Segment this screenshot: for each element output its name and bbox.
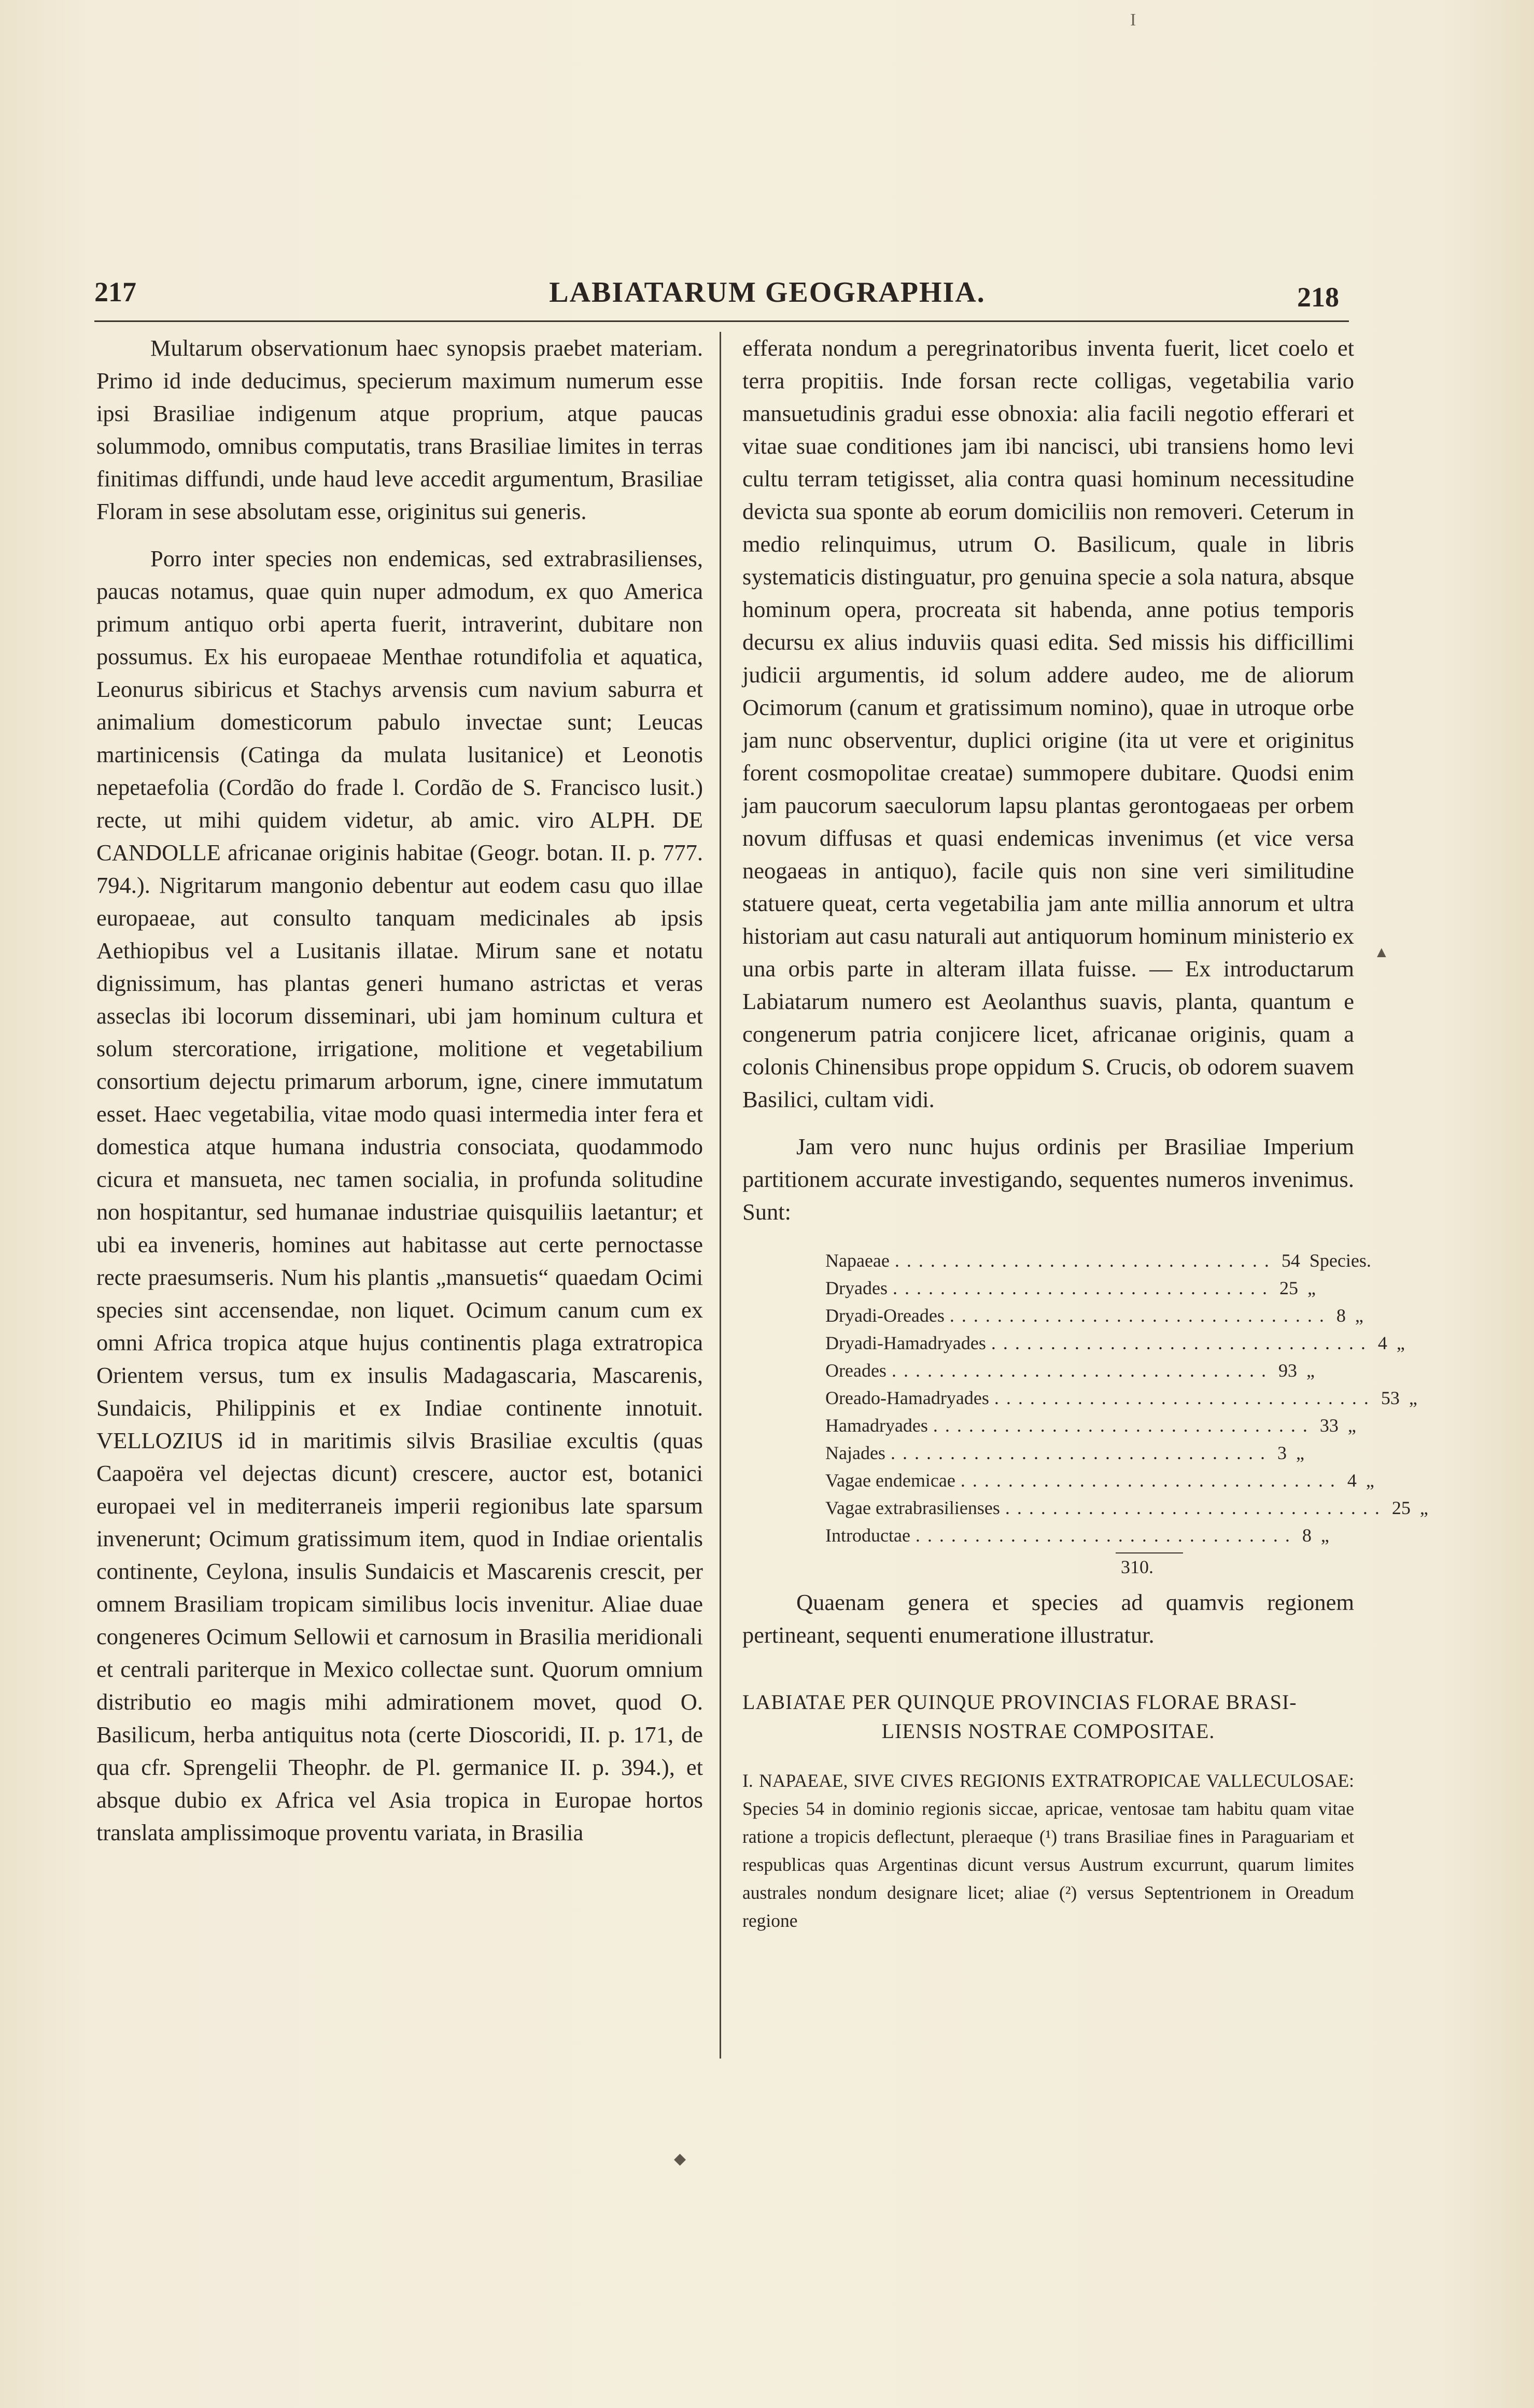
margin-mark: ▲ — [1374, 944, 1389, 961]
section-heading-line-2: LIENSIS NOSTRAE COMPOSITAE. — [881, 1719, 1215, 1743]
stat-unit: „ — [1419, 1497, 1428, 1518]
page-title: LABIATARUM GEOGRAPHIA. — [549, 276, 986, 309]
stat-count: 53 — [1381, 1388, 1400, 1408]
stat-count: 3 — [1277, 1443, 1287, 1463]
section-heading — [742, 1688, 1354, 1746]
stat-unit: „ — [1306, 1360, 1315, 1381]
stat-unit: „ — [1320, 1525, 1329, 1546]
table-row — [825, 1412, 1356, 1439]
section-paragraph: I. NAPAEAE, SIVE CIVES REGIONIS EXTRATROPICAE VALLECULOSAE: Species 54 in dominio regionis siccae, apricae, ventosae tam habitu quam vitae ratione a tropicis deflectunt, pleraeque (¹) trans Brasiliae fines in Paraguariam et respublicas quas Argentinas dicunt versus Austrum excurrunt, quarum limites australes nondum designare licet; aliae (²) versus Septentrionem in Oreadum regione — [742, 1770, 1354, 1931]
left-paragraph-1: Multarum observationum haec synopsis praebet materiam. Primo id inde deducimus, specierum maximum numerum esse ipsi Brasiliae indigenum atque proprium, atque paucas solummodo, omnibus computatis, trans Brasiliae limites in terras finitimas diffundi, unde haud leve accedit argumentum, Brasiliae Floram in sese absolutam esse, originitus sui generis. — [96, 335, 703, 524]
table-row — [825, 1275, 1316, 1302]
stat-unit: „ — [1366, 1470, 1374, 1491]
section-body — [742, 1767, 1354, 1935]
table-row — [825, 1329, 1405, 1357]
stat-unit: „ — [1355, 1305, 1363, 1326]
stat-unit: Species. — [1309, 1250, 1371, 1271]
stat-count: 25 — [1279, 1278, 1298, 1298]
leader-dots: ................................ — [960, 1470, 1342, 1491]
stat-label: Introductae — [825, 1525, 910, 1546]
table-row — [825, 1357, 1315, 1384]
bottom-mark: ◆ — [674, 2150, 686, 2167]
column-divider — [720, 332, 721, 2059]
stat-label: Vagae extrabrasilienses — [825, 1497, 1000, 1518]
stat-label: Oreades — [825, 1360, 886, 1381]
stat-unit: „ — [1347, 1415, 1356, 1436]
table-row — [825, 1467, 1374, 1494]
leader-dots: ................................ — [1005, 1497, 1387, 1518]
stat-count: 8 — [1302, 1525, 1312, 1546]
leader-dots: ................................ — [892, 1278, 1274, 1298]
leader-dots: ................................ — [891, 1360, 1273, 1381]
stat-count: 93 — [1278, 1360, 1297, 1381]
leader-dots: ................................ — [890, 1443, 1272, 1463]
table-row — [825, 1247, 1371, 1275]
leader-dots: ................................ — [949, 1305, 1331, 1326]
top-mark: I — [1130, 10, 1136, 30]
stat-count: 25 — [1391, 1497, 1411, 1518]
leader-dots: ................................ — [915, 1525, 1297, 1546]
left-paragraph-2: Porro inter species non endemicas, sed extrabrasilienses, paucas notamus, quae quin nuper admodum, ex quo America primum antiquo orbi aperta fuerit, intraverint, dubitare non possumus. Ex his europaeae Menthae rotundifolia et aquatica, Leonurus sibiricus et Stachys arvensis cum navium saburra et animalium domesticorum pabulo invectae sunt; Leucas martinicensis (Catinga da mulata lusitanice) et Leonotis nepetaefolia (Cordão do frade l. Cordão de S. Francisco lusit.) recte, ut mihi quidem videtur, ab amic. viro ALPH. DE CANDOLLE africanae originis habitae (Geogr. botan. II. p. 777. 794.). Nigritarum mangonio debentur aut eodem casu quo illae europaeae, aut consulto tanquam medicinales ab ipsis Aethiopibus vel a Lusitanis illatae. Mirum sane et notatu dignissimum, has plantas generi humano astrictas et veras asseclas ibi locorum disseminari, ubi jam hominum cultura et solum stercoratione, irrigatione, molitione et vegetabilium consortium dejectu primarum arborum, igne, cinere immutatum esset. Haec vegetabilia, vitae modo quasi intermedia inter fera et domestica atque humana industria consociata, quodammodo cicura et mansueta, nec tamen socialia, in profunda solitudine non hospitantur, sed humanae industriae quisquiliis laetantur; et ubi ea inveneris, homines aut habitasse aut certe pernoctasse recte praesumseris. Num his plantis „mansuetis“ quaedam Ocimi species sint accensendae, non liquet. Ocimum canum cum ex omni Africa tropica atque hujus continentis plaga extratropica Orientem versus, tum ex insulis Madagascaria, Mascarenis, Sundaicis, Philippinis et ex Indiae continente innotuit. VELLOZIUS id in maritimis silvis Brasiliae excultis (quas Caapoëra vel dejectas dicunt) crescere, auctor est, botanici europaei vel in mediterraneis imperii regionibus late sparsum invenerunt; Ocimum gratissimum item, quod in Indiae orientalis continente, Ceylona, insulis Sundaicis et Mascarenis crescit, per omnem Brasiliam tropicam similibus locis invenitur. Aliae duae congeneres Ocimum Sellowii et carnosum in Brasilia meridionali et centrali pariterque in Mexico collectae sunt. Quorum omnium distributio eo magis mihi admirationem movet, quod O. Basilicum, herba antiquitus nota (certe Dioscoridi, II. p. 171, de qua cfr. Sprengelii Theophr. de Pl. germanice II. p. 394.), et absque dubio ex Africa vel Asia tropica in Europae hortos translata amplissimoque proventu variata, in Brasilia — [96, 545, 703, 1845]
running-head — [0, 270, 1534, 316]
stat-label: Dryadi-Hamadryades — [825, 1333, 986, 1353]
right-paragraph-1: efferata nondum a peregrinatoribus inventa fuerit, licet coelo et terra propitiis. Inde forsan recte colligas, vegetabilia vario mansuetudinis gradui esse obnoxia: alia facili negotio efferari et vitae suae conditiones jam ibi nancisci, ubi transiens homo levi cultu terram tetigisset, alia contra quasi hominum necessitudine devicta sua sponte ab eorum domiciliis non removeri. Ceterum in medio relinquimus, utrum O. Basilicum, quale in libris systematicis distinguatur, pro genuina specie a sola natura, absque hominum opera, procreata sit habenda, anne potius temporis decursu ex alius induviis quasi edita. Sed missis his difficillimi judicii argumentis, id solum addere audeo, me de aliorum Ocimorum (canum et gratissimum nomino), quae in utroque orbe jam nunc observentur, duplici origine (ita ut vere et originitus forent cosmopolitae creatae) summopere dubitare. Quodsi enim jam paucorum saeculorum lapsu plantas gerontogaeas per orbem novum diffusas et quasi endemicas invenimus (et vice versa neogaeas in antiquo), facile quis non sine veri similitudine statuere queat, certa vegetabilia jam ante millia annorum et ultra historiam aut casu naturali aut antiquorum hominum ministerio ex una orbis parte in alteram illata fuisse. — Ex introductarum Labiatarum numero est Aeolanthus suavis, planta, quantum e congenerum patria conjicere licet, africanae originis, quam a colonis Chinensibus prope oppidum S. Crucis, ob odorem suavem Basilici, cultam vidi. — [742, 335, 1354, 1112]
table-row — [825, 1384, 1417, 1412]
right-paragraph-2: Jam vero nunc hujus ordinis per Brasiliae Imperium partitionem accurate investigando, sequentes numeros invenimus. Sunt: — [742, 1133, 1354, 1225]
table-row — [825, 1302, 1363, 1329]
stat-count: 54 — [1281, 1250, 1300, 1271]
stat-label: Napaeae — [825, 1250, 890, 1271]
leader-dots: ................................ — [933, 1415, 1315, 1436]
stat-label: Oreado-Hamadryades — [825, 1388, 989, 1408]
stat-label: Hamadryades — [825, 1415, 928, 1436]
table-row — [825, 1439, 1304, 1467]
leader-dots: ................................ — [894, 1250, 1276, 1271]
table-row — [825, 1522, 1329, 1549]
stat-unit: „ — [1396, 1333, 1405, 1353]
stat-label: Najades — [825, 1443, 885, 1463]
stat-total: 310. — [1121, 1557, 1153, 1577]
stat-unit: „ — [1409, 1388, 1417, 1408]
stat-label: Dryades — [825, 1278, 888, 1298]
stat-count: 33 — [1319, 1415, 1339, 1436]
stat-unit: „ — [1307, 1278, 1316, 1298]
right-paragraph-3: Quaenam genera et species ad quamvis regionem pertineant, sequenti enumeratione illustratur. — [742, 1589, 1354, 1648]
stat-count: 4 — [1347, 1470, 1357, 1491]
right-column — [742, 332, 1428, 1935]
species-count-table — [825, 1247, 1428, 1581]
leader-dots: ................................ — [994, 1388, 1376, 1408]
leader-dots: ................................ — [991, 1333, 1373, 1353]
stat-label: Vagae endemicae — [825, 1470, 955, 1491]
section-heading-line-1: LABIATAE PER QUINQUE PROVINCIAS FLORAE BRASI- — [742, 1690, 1297, 1714]
table-row — [825, 1494, 1428, 1522]
header-rule — [94, 320, 1349, 322]
page-number-right: 218 — [1297, 282, 1339, 313]
page-number-left: 217 — [94, 276, 136, 307]
left-column — [96, 332, 703, 1864]
stat-count: 4 — [1377, 1333, 1387, 1353]
stat-count: 8 — [1336, 1305, 1346, 1326]
stat-label: Dryadi-Oreades — [825, 1305, 945, 1326]
stat-unit: „ — [1296, 1443, 1304, 1463]
